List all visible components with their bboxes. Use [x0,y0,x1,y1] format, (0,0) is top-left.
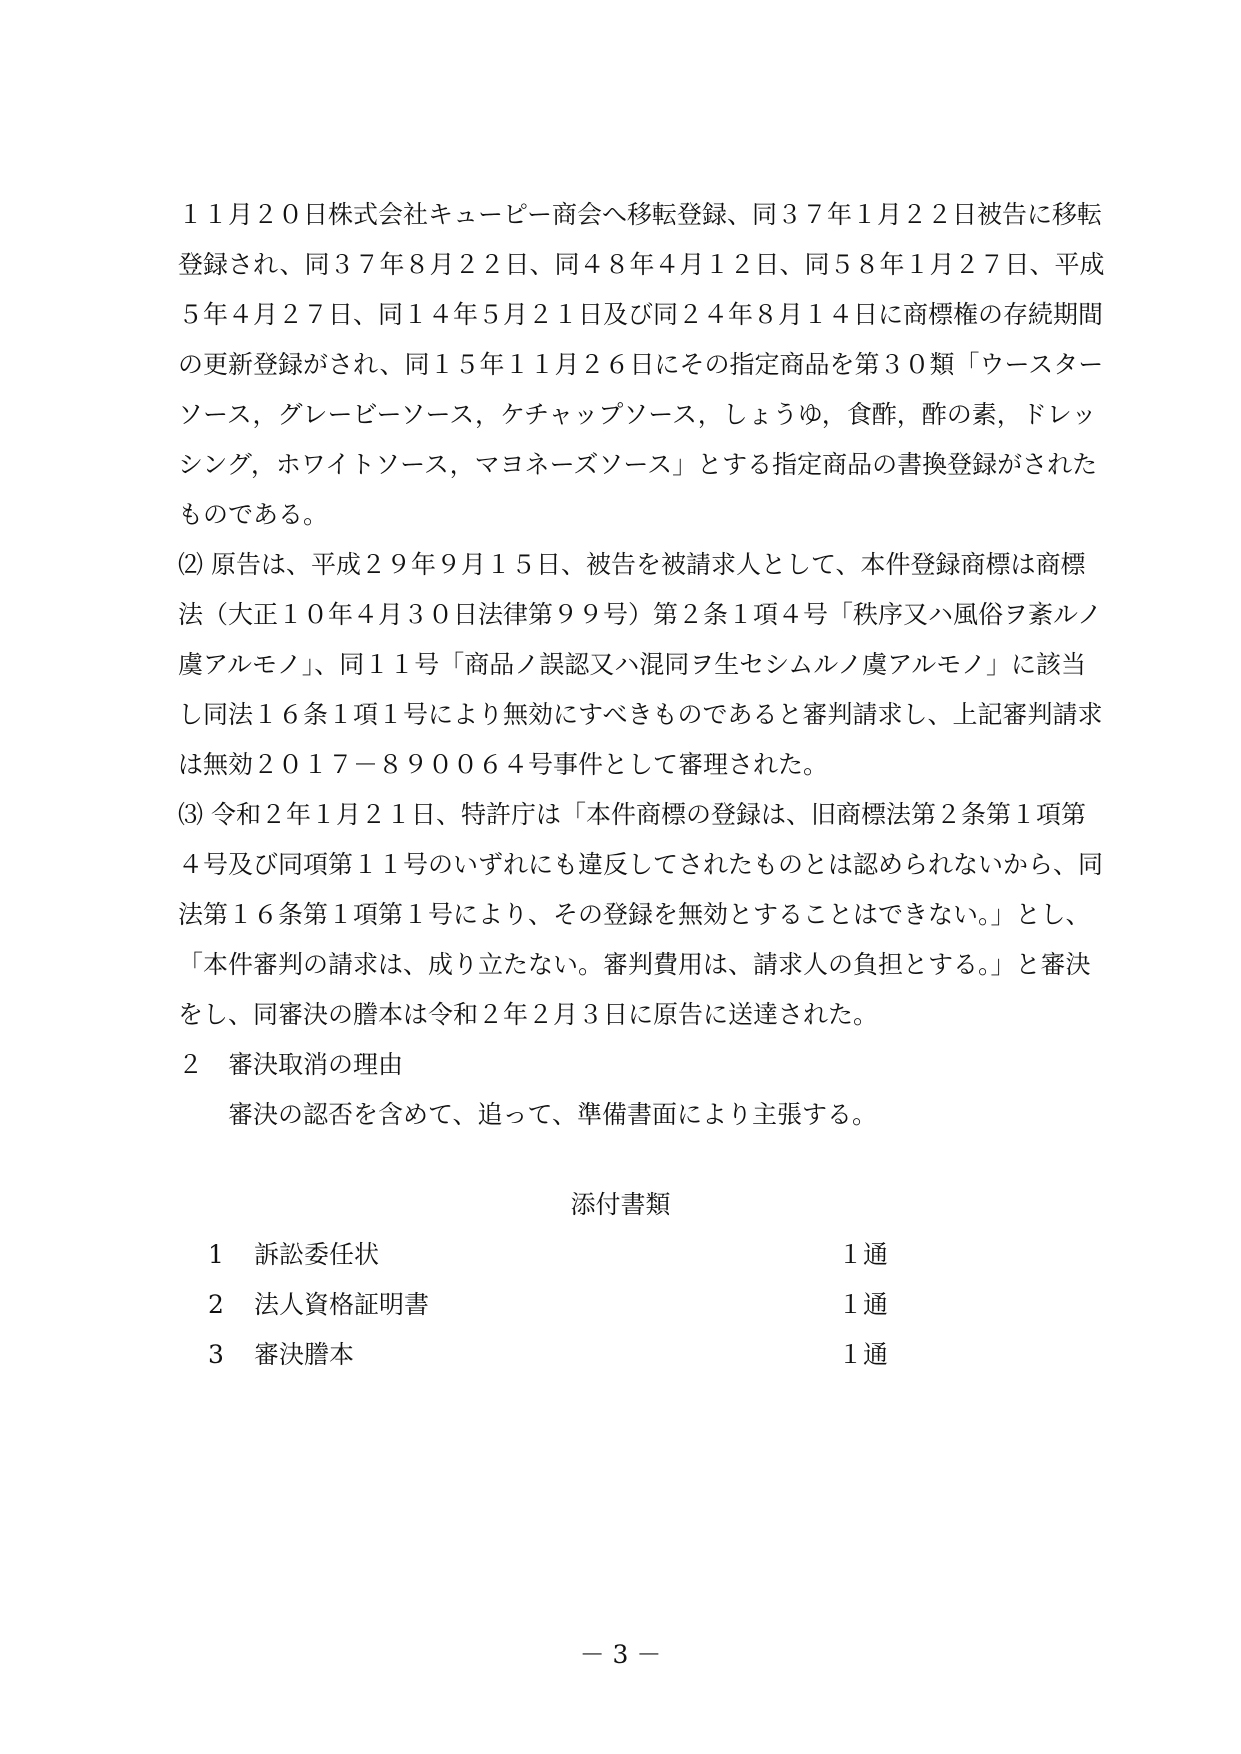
body-line: をし、同審決の謄本は令和２年２月３日に原告に送達された。 [178,1000,879,1029]
attachment-name: 訴訟委任状 [254,1240,380,1269]
attachment-number: 3 [208,1340,224,1369]
body-line: 法（大正１０年４月３０日法律第９９号）第２条１項４号「秩序又ハ風俗ヲ紊ルノ [178,600,1103,629]
body-line: は無効２０１７－８９００６４号事件として審理された。 [178,750,829,779]
body-line: ものである。 [178,500,329,529]
body-line: ５年４月２７日、同１４年５月２１日及び同２４年８月１４日に商標権の存続期間 [178,300,1104,329]
attachment-number: 2 [208,1290,224,1319]
body-line: ⑶ 令和２年１月２１日、特許庁は「本件商標の登録は、旧商標法第２条第１項第 [178,800,1086,829]
attachment-name: 法人資格証明書 [254,1290,430,1319]
body-line: の更新登録がされ、同１５年１１月２６日にその指定商品を第３０類「ウースター [178,350,1104,379]
page-number: － 3 － [579,1640,662,1669]
section-text: 審決の認否を含めて、追って、準備書面により主張する。 [228,1100,878,1129]
body-line: し同法１６条１項１号により無効にすべきものであると審判請求し、上記審判請求 [178,700,1103,729]
body-line: ソース，グレービーソース，ケチャップソース，しょうゆ，食酢，酢の素，ドレッ [178,400,1097,429]
body-line: シング，ホワイトソース，マヨネーズソース」とする指定商品の書換登録がされた [178,450,1098,479]
body-line: １１月２０日株式会社キューピー商会へ移転登録、同３７年１月２２日被告に移転 [178,200,1103,229]
body-line: ４号及び同項第１１号のいずれにも違反してされたものとは認められないから、同 [178,850,1104,879]
attachment-count: １通 [838,1340,889,1369]
section-heading: ２ 審決取消の理由 [178,1050,404,1079]
body-line: 虞アルモノ」、同１１号「商品ノ誤認又ハ混同ヲ生セシムルノ虞アルモノ」に該当 [178,650,1087,679]
body-line: 法第１６条第１項第１号により、その登録を無効とすることはできない。」とし、 [178,900,1091,929]
attachment-count: １通 [838,1290,889,1319]
body-line: 登録され、同３７年８月２２日、同４８年４月１２日、同５８年１月２７日、平成 [178,250,1105,279]
attachment-name: 審決謄本 [254,1340,355,1369]
attachment-count: １通 [838,1240,889,1269]
body-line: ⑵ 原告は、平成２９年９月１５日、被告を被請求人として、本件登録商標は商標 [178,550,1086,579]
body-line: 「本件審判の請求は、成り立たない。審判費用は、請求人の負担とする。」と審決 [178,950,1091,979]
attachment-number: 1 [208,1240,224,1269]
attachments-title: 添付書類 [570,1190,671,1219]
